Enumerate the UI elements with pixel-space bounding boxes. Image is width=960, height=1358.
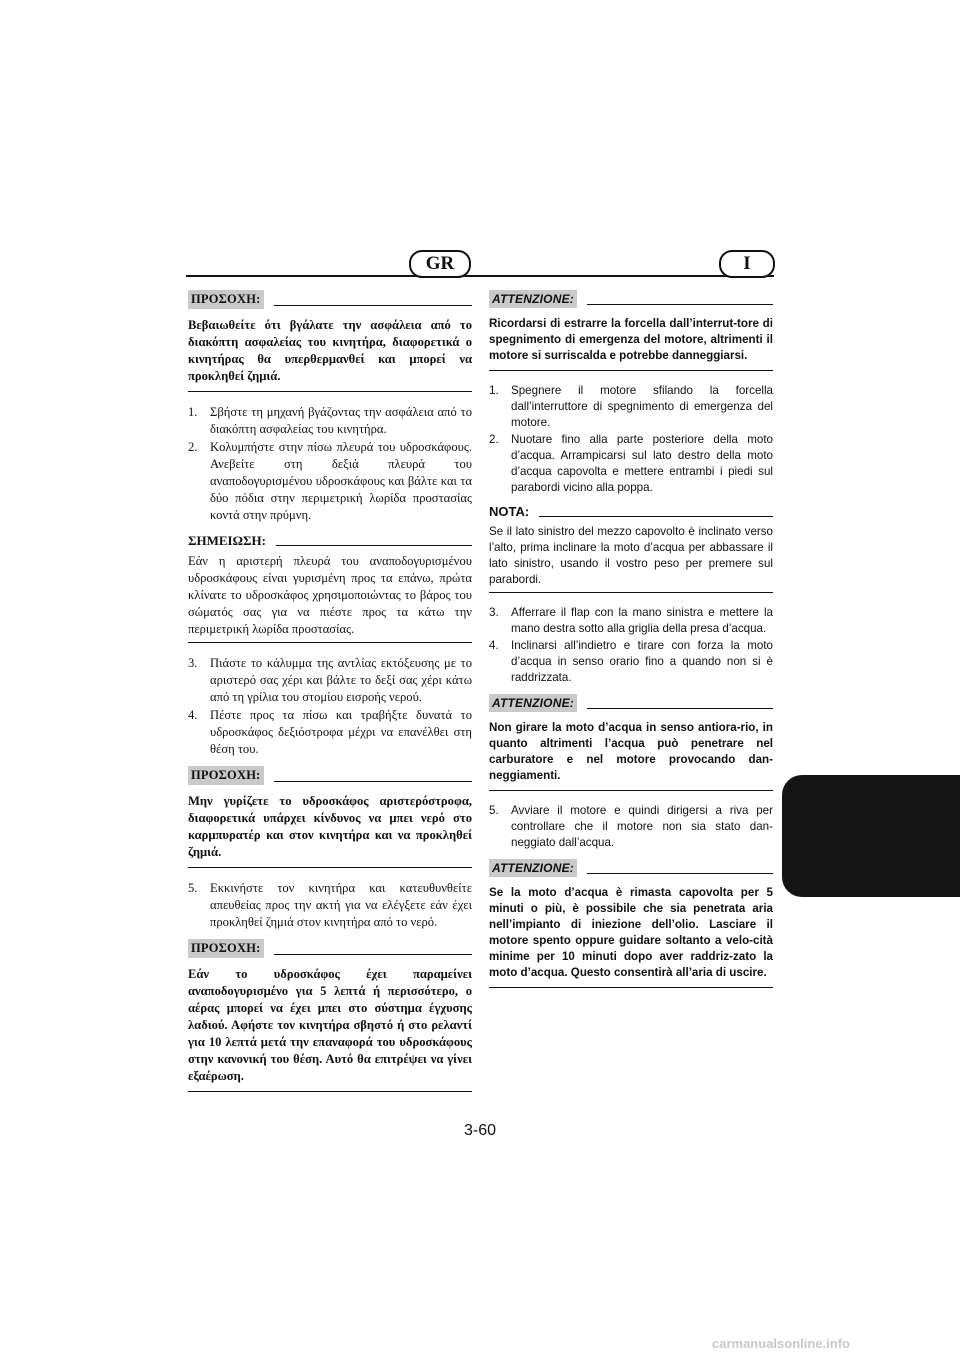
- caution-box: [489, 694, 773, 791]
- page-number: 3-60: [463, 1122, 497, 1139]
- caution-box: [188, 766, 472, 868]
- greek-column: [188, 290, 472, 1104]
- step-item: 4. Πέστε προς τα πίσω και τραβήξτε δυνατά το υδροσκάφος δεξιόστροφα μέχρι να επανέλθει στη θέση του.: [188, 708, 472, 756]
- step-list: [489, 803, 773, 851]
- caution-label: ATTENZIONE:: [489, 290, 577, 308]
- note-label: ΣΗΜΕΙΩΣΗ:: [188, 533, 266, 548]
- step-item: 2. Nuotare fino alla parte posteriore della moto d’acqua. Arrampicarsi sul lato destro della moto d’acqua capovolta e mettere entrambi i piedi sul parabordi vicino alla poppa.: [489, 433, 773, 494]
- step-item: 5. Avviare il motore e quindi dirigersi a riva per controllare che il motore non sia stato dan-neggiato dall’acqua.: [489, 804, 773, 849]
- caution-text: Non girare la moto d’acqua in senso antiora-rio, in quanto altrimenti l’acqua può penetrare nel carburatore e nel motore provocando dan-neggiamenti.: [489, 720, 773, 791]
- language-badge-greek: GR: [409, 250, 471, 278]
- header-rule: [186, 275, 774, 277]
- caution-box: [188, 939, 472, 1092]
- step-item: 3. Πιάστε το κάλυμμα της αντλίας εκτόξευσης με το αριστερό σας χέρι και βάλτε το δεξί σας χέρι κάτω από τη γρίλια του στομίου εισροής νερού.: [188, 656, 472, 704]
- caution-label: ΠΡΟΣΟΧΗ:: [188, 766, 264, 785]
- step-list: [188, 655, 472, 758]
- step-list: [188, 880, 472, 931]
- page-header: [186, 250, 774, 280]
- step-list: [489, 605, 773, 686]
- step-item: 1. Σβήστε τη μηχανή βγάζοντας την ασφάλεια από το διακόπτη ασφαλείας του κινητήρα.: [188, 405, 472, 436]
- caution-box: [188, 290, 472, 392]
- caution-box: [489, 290, 773, 371]
- step-list: [489, 383, 773, 496]
- note-text: Εάν η αριστερή πλευρά του αναποδογυρισμένου υδροσκάφους είναι γυρισμένη προς τα επάνω, πρώτα κλίνατε το υδροσκάφος χρησιμοποιώντας το βάρος του σώματός σας για να πιέστε προς τα κάτω την περιμετρική λωρίδα προστασίας.: [188, 553, 472, 643]
- note-label: NOTA:: [489, 504, 530, 519]
- caution-text: Se la moto d’acqua è rimasta capovolta per 5 minuti o più, è possibile che sia penetrata aria nell’impianto di iniezione dell’olio. Lasciare il motore spento oppure guidare soltanto a velo-cità minime per 10 minuti dopo aver raddriz-zato la moto d’acqua. Questo consentirà all’aria di uscire.: [489, 885, 773, 988]
- step-item: 4. Inclinarsi all’indietro e tirare con forza la moto d’acqua in senso orario fino a quando non si è raddrizzata.: [489, 639, 773, 684]
- italian-column: [489, 290, 773, 1000]
- caution-label: ΠΡΟΣΟΧΗ:: [188, 939, 264, 958]
- caution-box: [489, 859, 773, 988]
- watermark: carmanualsonline.info: [712, 1336, 850, 1351]
- caution-text: Μην γυρίζετε το υδροσκάφος αριστερόστροφα, διαφορετικά υπάρχει κίνδυνος να μπει νερό στο καρμπυρατέρ και στον κινητήρα και να προκληθεί ζημιά.: [188, 793, 472, 868]
- step-item: 3. Afferrare il flap con la mano sinistra e mettere la mano destra sotto alla griglia della presa d’acqua.: [489, 606, 773, 635]
- step-item: 2. Κολυμπήστε στην πίσω πλευρά του υδροσκάφους. Ανεβείτε στη δεξιά πλευρά του αναποδογυρισμένου υδροσκάφους και βάλτε και τα δύο πόδια στην περιμετρική λωρίδα προστασίας κοντά στην πρύμνη.: [188, 440, 472, 522]
- step-list: [188, 404, 472, 524]
- step-item: 5. Εκκινήστε τον κινητήρα και κατευθυνθείτε απευθείας προς την ακτή για να ελέγξετε εάν έχει προκληθεί ζημιά στον κινητήρα από το νερό.: [188, 881, 472, 929]
- step-item: 1. Spegnere il motore sfilando la forcella dall’interruttore di spegnimento di emergenza del motore.: [489, 384, 773, 429]
- caution-text: Εάν το υδροσκάφος έχει παραμείνει αναποδογυρισμένο για 5 λεπτά ή περισσότερο, ο αέρας μπορεί να έχει μπει στο σύστημα έγχυσης λαδιού. Αφήστε τον κινητήρα σβηστό ή στο ρελαντί για 10 λεπτά μετά την επαναφορά του υδροσκάφους στην κανονική του θέση. Αυτό θα επιτρέψει να γίνει εξαέρωση.: [188, 966, 472, 1092]
- note-text: Se il lato sinistro del mezzo capovolto è inclinato verso l’alto, prima inclinare la moto d’acqua per abbassare il lato sinistro, usando il vostro peso per premere sul parabordi.: [489, 524, 773, 593]
- caution-text: Ricordarsi di estrarre la forcella dall’interrut-tore di spegnimento di emergenza del motore, altrimenti il motore si surriscalda e potrebbe danneggiarsi.: [489, 316, 773, 371]
- caution-text: Βεβαιωθείτε ότι βγάλατε την ασφάλεια από το διακόπτη ασφαλείας του κινητήρα, διαφορετικά ο κινητήρας θα υπερθερμανθεί και μπορεί να προκληθεί ζημιά.: [188, 317, 472, 392]
- caution-label: ATTENZIONE:: [489, 859, 577, 877]
- caution-label: ATTENZIONE:: [489, 694, 577, 712]
- section-tab: [782, 775, 824, 897]
- caution-label: ΠΡΟΣΟΧΗ:: [188, 290, 264, 309]
- language-badge-italian: I: [719, 250, 775, 278]
